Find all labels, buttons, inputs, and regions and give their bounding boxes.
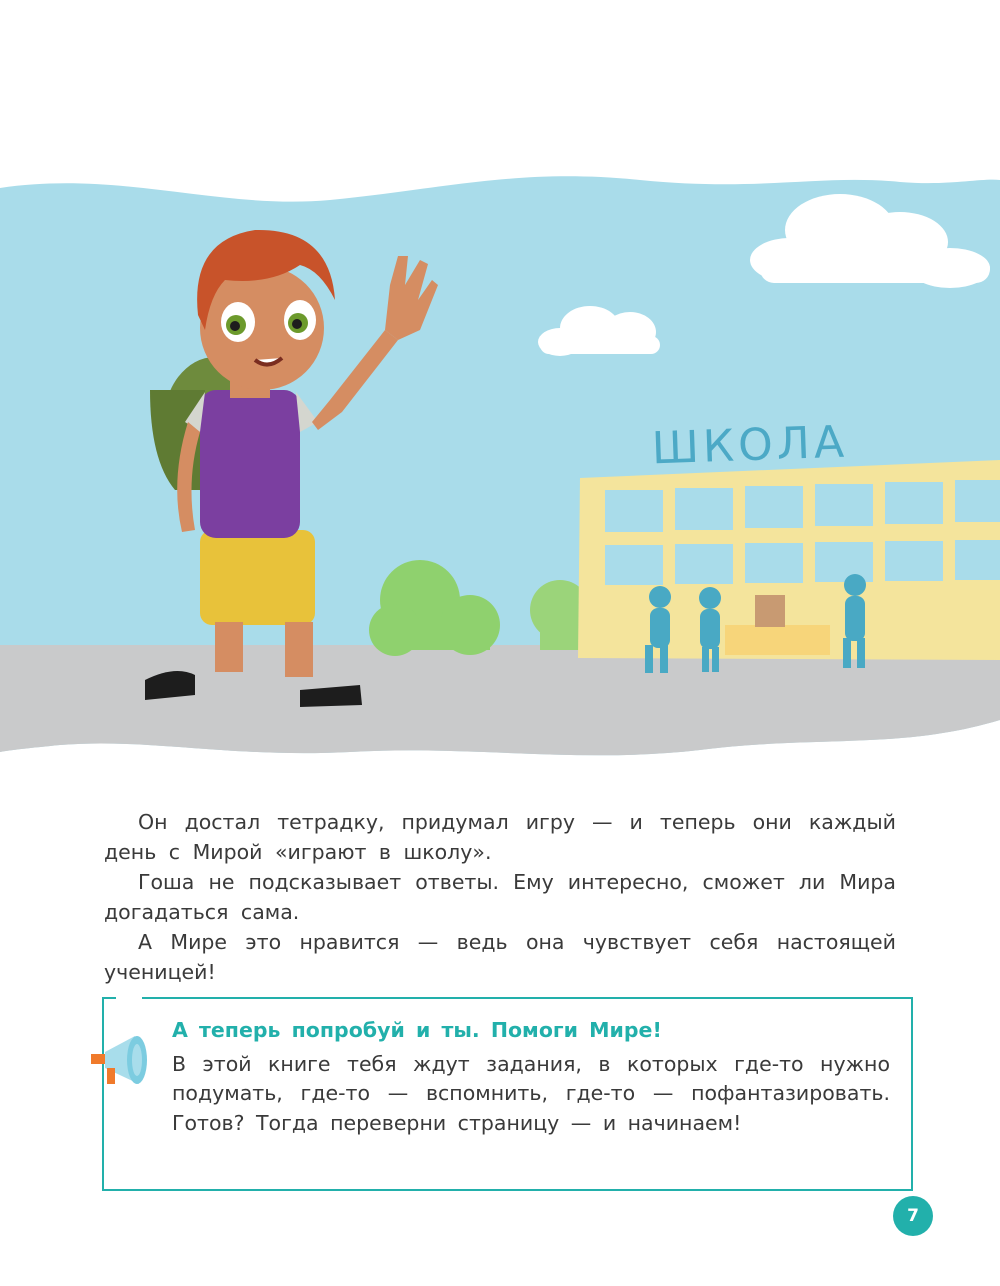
task-text <box>172 1016 890 1138</box>
megaphone-icon <box>83 1030 163 1090</box>
story-paragraph: Гоша не подсказывает ответы. Ему интересно, сможет ли Мира догадаться сама. <box>104 870 896 924</box>
task-title: А теперь попробуй и ты. Помоги Мире! <box>172 1018 662 1042</box>
task-body: В этой книге тебя ждут задания, в которых где-то нужно подумать, где-то — вспомнить, где-то — пофантазировать. Готов? Тогда переверни страницу — и начинаем! <box>172 1051 890 1135</box>
story-paragraph: Он достал тетрадку, придумал игру — и теперь они каждый день с Мирой «играют в школу». <box>104 810 896 864</box>
school-illustration <box>0 160 1000 770</box>
story-text <box>104 808 896 988</box>
school-sign: ШКОЛА <box>651 416 849 475</box>
story-paragraph: А Мире это нравится — ведь она чувствует себя настоящей ученицей! <box>104 930 896 984</box>
school-building <box>578 460 1000 660</box>
page-number: 7 <box>893 1196 933 1236</box>
